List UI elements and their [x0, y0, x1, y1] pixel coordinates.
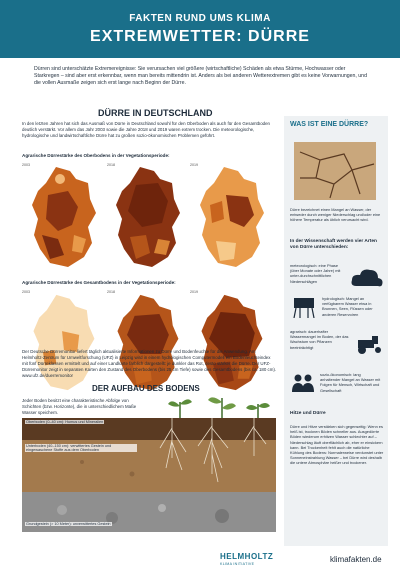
germany-map-topsoil-2019	[196, 165, 266, 270]
topsoil-caption: Agrarische Dürrestärke des Oberbodens in der Vegetationsperiode:	[22, 153, 170, 158]
helmholtz-logo: HELMHOLTZ	[220, 552, 274, 561]
soil-paragraph: Jeder Boden besitzt eine charakteristische Abfolge von Schichten (bzw. Horizonte), die in unterschiedlichem Maße Wasser speichern.	[22, 398, 137, 415]
drought-type-socioeconomic: sozio-ökonomisch: lang anhaltender Mangel an Wasser mit Folgen für Mensch, Wirtschaft und Gesellschaft	[320, 372, 381, 393]
drought-definition: Dürre bezeichnet einen Mangel an Wasser, der entweder durch weniger Niederschlag und/oder eine höhere Temperatur als üblich verursacht wird.	[290, 207, 381, 223]
germany-section-title: DÜRRE IN DEUTSCHLAND	[98, 108, 213, 118]
cloud-icon	[350, 266, 384, 292]
map-year-label: 2003	[22, 163, 30, 167]
totalsoil-caption: Agrarische Dürrestärke des Gesamtbodens in der Vegetationsperiode:	[22, 280, 176, 285]
subsoil-label: Unterboden (40–150 cm): verwittertes Gestein und eingewaschene Stoffe aus dem Oberboden	[25, 444, 137, 452]
topsoil-label: Oberboden (0–40 cm): Humus und Mineralien	[26, 420, 104, 424]
bedrock-label: Grundgestein (> 10 Meter): unverwittertes Gestein	[26, 522, 111, 526]
drought-types-intro: In der Wissenschaft werden vier Arten von Dürre unterschieden:	[290, 239, 377, 251]
map-year-label: 2003	[22, 290, 30, 294]
header-kicker: FAKTEN RUND UMS KLIMA	[129, 13, 271, 24]
helmholtz-logo-subtitle: KLIMA INITIATIVE	[220, 562, 255, 566]
cracked-earth-icon	[290, 138, 380, 204]
klimafakten-logo: klimafakten.de	[330, 555, 382, 564]
water-tower-icon	[290, 296, 318, 318]
map-year-label: 2019	[190, 290, 198, 294]
soil-section-title: DER AUFBAU DES BODENS	[92, 384, 200, 393]
heat-drought-text: Dürre und Hitze verstärken sich gegenseitig: Wenn es heiß ist, trocknen Böden schneller aus. Ausgedörrte Böden wiederum erhitzen Wasser schlechter auf – Niederschlag läuft oberflächlich ab, eher er einsickern kann. Bei Trockenheit fehlt auch die natürliche Kühlung des Bodens: Normalerweise verdunstet unter Sonneneinstrahlung Wasser – bei Dürre wird deshalb die untere Atmosphäre heißer und trockener.	[290, 424, 384, 466]
heat-section-title: Hitze und Dürre	[290, 411, 326, 416]
monitor-paragraph: Der Deutsche Dürremonitor liefert täglich aktualisierte Informationen zu Dürre und Bodenfeuchte für die Anwendung. Am Helmholtz-Zentrum für Umweltforschung (UFZ) in Leipzig wird in einem hydrologischen Computermodell ein Bodenfeuchteindex mit fünf Dürreklassen ermittelt und auf einer Landkarte farblich dargestellt: je dunkler das Rot, desto stärker die Dürre. Der UFZ-Dürremonitor zeigt in separaten Karten den Zustand des Oberbodens (bis 25 cm Tiefe) sowie des Gesamtbodens (bis ca. 180 cm). www.ufz.de/duerremonitor	[22, 349, 277, 378]
soil-profile-diagram	[22, 418, 276, 532]
germany-map-topsoil-2003	[28, 165, 98, 270]
tractor-icon	[354, 334, 384, 354]
map-year-label: 2018	[107, 163, 115, 167]
drought-type-agricultural: agrarisch: dauerhafter Wassermangel im Boden, der das Wachstum von Pflanzen beeinträchtigt	[290, 329, 349, 350]
intro-text: Dürren sind unterschätzte Extremereignisse: Sie verursachen viel größere (wirtschaftliche) Schäden als etwa Stürme, Hochwasser oder Starkregen – sind aber erst erkennbar, wenn man bereits mittendrin ist. Anders als bei anderen Wetterextremen gibt es keine Vorwarnungen, und die vollen Ausmaße zeigen sich erst lange nach Beginn der Dürre.	[34, 66, 367, 86]
drought-type-meteorological: meteorologisch: eine Phase (über Monate oder Jahre) mit unter-durchschnittlichen Niederschlägen	[290, 263, 341, 284]
people-icon	[290, 372, 316, 394]
sidebar-title: WAS IST EINE DÜRRE?	[290, 121, 369, 128]
map-year-label: 2019	[190, 163, 198, 167]
page-title: EXTREMWETTER: DÜRRE	[90, 28, 310, 45]
map-year-label: 2018	[107, 290, 115, 294]
germany-map-topsoil-2018	[112, 165, 182, 270]
drought-type-hydrological: hydrologisch: Mangel an verfügbarem Wasser etwa in Brunnen, Seen, Flüssen oder anderen Reservoiren	[322, 296, 373, 317]
roots-illustration	[22, 418, 276, 532]
germany-paragraph: In den letzten Jahren hat sich das Ausmaß von Dürre in Deutschland sowohl für den Oberboden als auch für den Gesamtboden deutlich verstärkt. Vor allem das Jahr 2003 sowie die Jahre 2018 und 2019 waren extrem trocken. Die meteorologische, hydrologische und landwirtschaftliche Dürre hat zu großen sozio-ökonomischen Problemen geführt.	[22, 121, 270, 138]
